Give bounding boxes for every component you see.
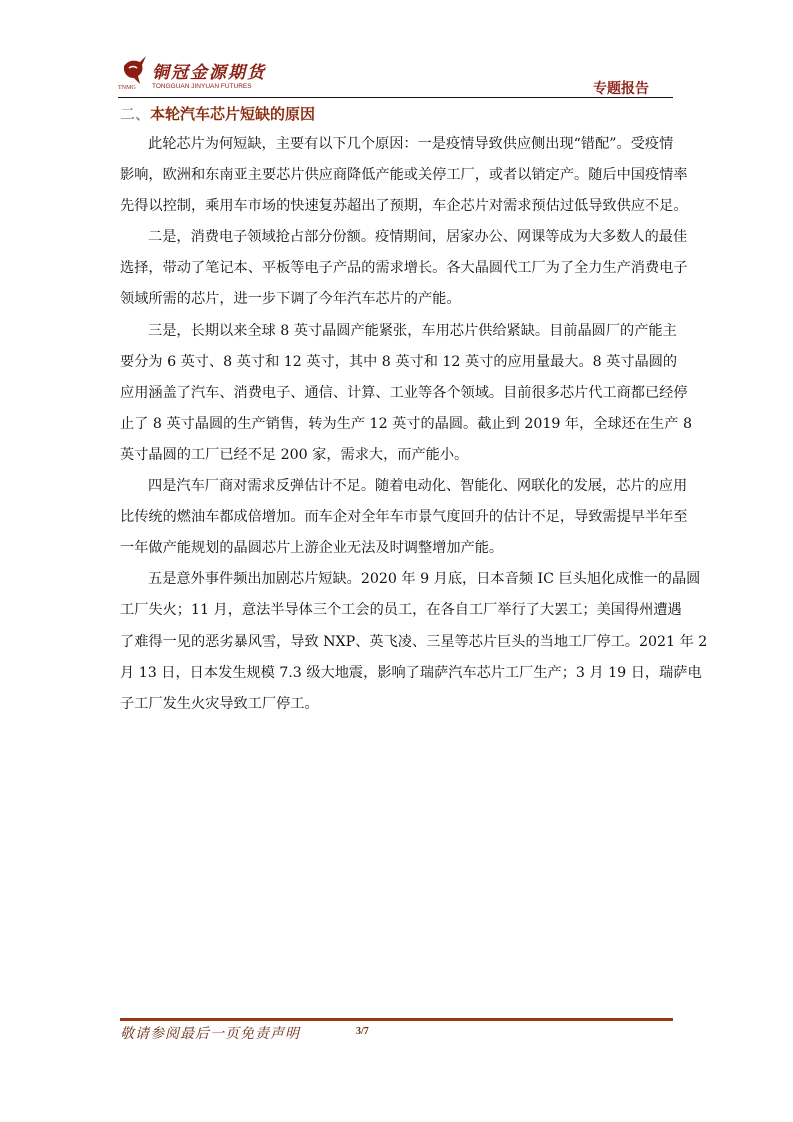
disclaimer-note: 敬请参阅最后一页免责声明 — [120, 1026, 300, 1042]
text-line: 英寸晶圆的工厂已经不足 200 家，需求大，而产能小。 — [120, 446, 469, 463]
paragraph — [120, 471, 688, 564]
text-line: 影响，欧洲和东南亚主要芯片供应商降低产能或关停工厂，或者以销定产。随后中国疫情率 — [120, 167, 688, 184]
section-number: 二、 — [120, 105, 151, 123]
report-type: 专题报告 — [593, 81, 649, 97]
paragraph — [120, 129, 688, 222]
company-logo — [118, 56, 268, 96]
paragraph — [120, 316, 692, 471]
text-line: 子工厂发生火灾导致工厂停工。 — [120, 695, 319, 712]
paragraph — [120, 222, 688, 315]
section-heading — [120, 103, 315, 124]
body-text — [120, 129, 708, 720]
header-divider — [118, 97, 673, 98]
logo-name-en: TONGGUAN JINYUAN FUTURES — [152, 83, 252, 90]
text-line: 一年做产能规划的晶圆芯片上游企业无法及时调整增加产能。 — [120, 540, 504, 557]
text-line: 先得以控制，乘用车市场的快速复苏超出了预期，车企芯片对需求预估过低导致供应不足。 — [120, 198, 688, 215]
text-line: 工厂失火；11 月，意法半导体三个工会的员工，在各自工厂举行了大罢工；美国得州遭遇 — [120, 602, 682, 619]
text-line: 了难得一见的恶劣暴风雪，导致 NXP、英飞凌、三星等芯片巨头的当地工厂停工。2021 年 2 — [120, 633, 708, 650]
text-line: 月 13 日，日本发生规模 7.3 级大地震，影响了瑞萨汽车芯片工厂生产；3 月 19 日，瑞萨电 — [120, 664, 702, 681]
text-line: 此轮芯片为何短缺，主要有以下几个原因：一是疫情导致供应侧出现“错配”。受疫情 — [148, 136, 674, 152]
paragraph — [120, 564, 708, 719]
page-number: 3/7 — [356, 1026, 369, 1037]
logo-name-cn: 铜冠金源期货 — [152, 63, 266, 83]
text-line: 选择，带动了笔记本、平板等电子产品的需求增长。各大晶圆代工厂为了全力生产消费电子 — [120, 260, 688, 277]
text-line: 三是，长期以来全球 8 英寸晶圆产能紧张，车用芯片供给紧缺。目前晶圆厂的产能主 — [148, 322, 677, 339]
logo-abbr: TNMG — [118, 85, 136, 91]
text-line: 二是，消费电子领域抢占部分份额。疫情期间，居家办公、网课等成为大多数人的最佳 — [148, 229, 688, 246]
text-line: 应用涵盖了汽车、消费电子、通信、计算、工业等各个领域。目前很多芯片代工商都已经停 — [120, 384, 688, 401]
footer-divider — [120, 1018, 673, 1021]
text-line: 止了 8 英寸晶圆的生产销售，转为生产 12 英寸的晶圆。截止到 2019 年，全球还在生产 8 — [120, 415, 692, 432]
text-line: 要分为 6 英寸、8 英寸和 12 英寸，其中 8 英寸和 12 英寸的应用量最大。8 英寸晶圆的 — [120, 353, 678, 370]
logo-emblem-icon — [120, 56, 150, 86]
text-line: 五是意外事件频出加剧芯片短缺。2020 年 9 月底，日本音频 IC 巨头旭化成惟一的晶圆 — [148, 571, 701, 588]
text-line: 领域所需的芯片，进一步下调了今年汽车芯片的产能。 — [120, 291, 461, 308]
text-line: 比传统的燃油车都成倍增加。而车企对全年车市景气度回升的估计不足，导致需提早半年至 — [120, 509, 688, 526]
text-line: 四是汽车厂商对需求反弹估计不足。随着电动化、智能化、网联化的发展，芯片的应用 — [148, 478, 688, 495]
section-title: 本轮汽车芯片短缺的原因 — [150, 105, 316, 123]
